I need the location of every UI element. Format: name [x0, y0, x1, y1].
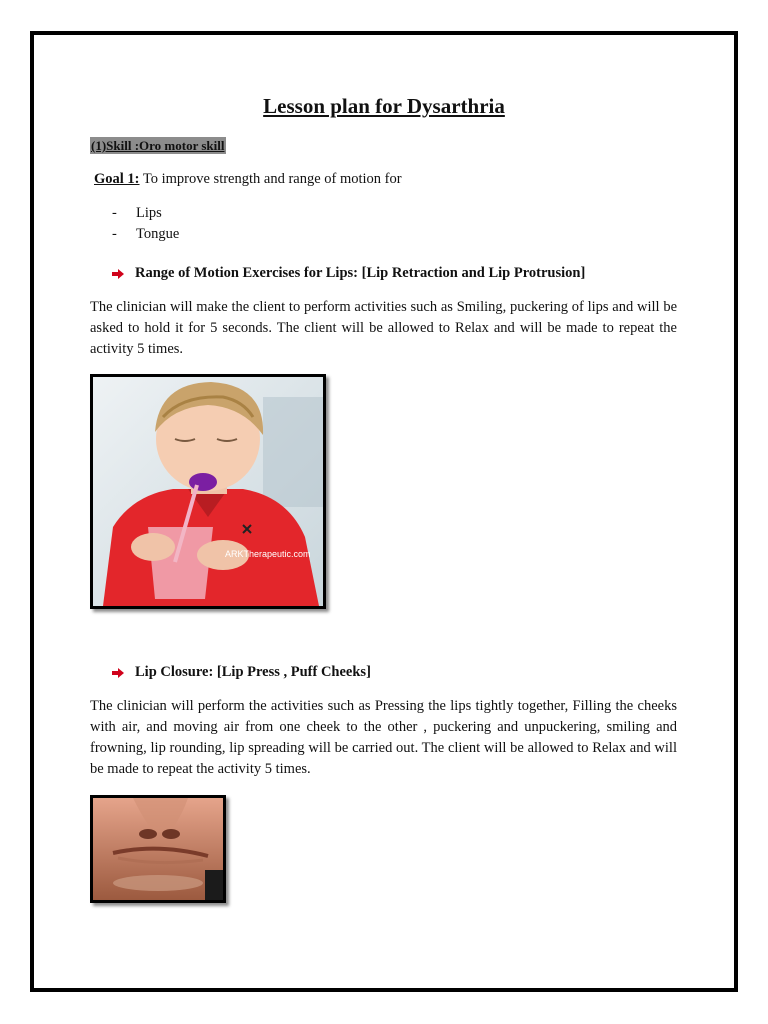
goal-text: To improve strength and range of motion for [139, 171, 402, 187]
photo-caption: ARKTherapeutic.com [225, 549, 311, 559]
child-straw-photo [90, 374, 326, 609]
goal-item-tongue: Tongue [136, 226, 180, 242]
section2-heading: Lip Closure: [Lip Press , Puff Cheeks] [135, 664, 371, 680]
section1-paragraph: The clinician will make the client to perform activities such as Smiling, puckering of lips and will be asked to hold it for 5 seconds. The client will be allowed to Relax and will be made to repeat the activity 5 times. [90, 299, 677, 357]
lip-press-photo [90, 795, 226, 903]
arrow-bullet-icon [112, 668, 135, 678]
section2-heading-line [112, 664, 371, 681]
document-title: Lesson plan for Dysarthria [263, 94, 505, 118]
goal-line [94, 171, 402, 188]
list-item: - Lips [112, 205, 162, 221]
skill-heading: (1)Skill :Oro motor skill [91, 138, 225, 153]
goal-item-lips: Lips [136, 205, 162, 221]
goal-label: Goal 1: [94, 171, 140, 187]
section2-paragraph: The clinician will perform the activities such as Pressing the lips tightly together, Filling the cheeks with air, and moving air from one cheek to the other , puckering and unpuckering, smiling and frowning, lip rounding, lip spreading will be carried out. The client will be allowed to Relax and will be made to repeat the activity 5 times. [90, 698, 677, 777]
section1-heading-line [112, 265, 585, 282]
list-item: - Tongue [112, 226, 180, 242]
section1-heading: Range of Motion Exercises for Lips: [Lip Retraction and Lip Protrusion] [135, 265, 586, 281]
arrow-bullet-icon [112, 269, 135, 279]
goal-list [112, 203, 179, 245]
